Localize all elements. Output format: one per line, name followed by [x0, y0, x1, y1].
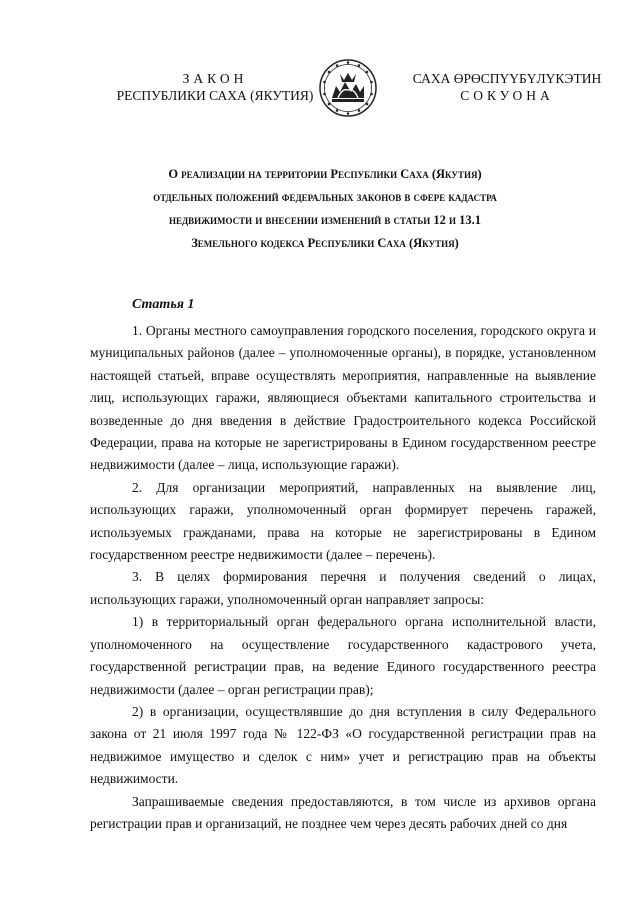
republic-name-sah: САХА ӨРӨСПҮҮБҮЛҮКЭТИН [412, 71, 602, 86]
article-heading: Статья 1 [132, 297, 195, 312]
paragraph: 3. В целях формирования перечня и получения сведений о лицах, использующих гаражи, уполномоченный орган направляет запросы: [90, 569, 596, 607]
title-line-1: О реализации на территории Республики Саха (Якутия) [168, 167, 482, 181]
paragraph: Запрашиваемые сведения предоставляются, в том числе из архивов органа регистрации прав и организаций, не позднее чем через десять рабочих дней со дня [90, 793, 596, 831]
article-body [90, 320, 596, 835]
title-line-2: отдельных положений федеральных законов в сфере кадастра [153, 190, 497, 204]
paragraph: 1. Органы местного самоуправления городского поселения, городского округа и муниципальных районов (далее – уполномоченные органы), в порядке, установленном настоящей статьей, вправе осуществлять мероприятия, направленные на выявление лиц, использующих гаражи, являющиеся объектами капитального строительства и возведенные до дня введения в действие Градостроительного кодекса Российской Федерации, права на которые не зарегистрированы в Едином государственном реестре недвижимости (далее – лица, использующие гаражи). [90, 323, 596, 473]
title-line-4: Земельного кодекса Республики Саха (Якутия) [191, 236, 459, 250]
title-line-3: недвижимости и внесении изменений в статьи 12 и 13.1 [168, 213, 482, 227]
law-label: ЗАКОН [182, 71, 248, 86]
paragraph: 2) в организации, осуществлявшие до дня вступления в силу Федерального закона от 21 июля 1997 года № 122-ФЗ «О государственной регистрации прав на недвижимое имущество и сделок с ним» учет и регистрацию прав на объекты недвижимости. [90, 703, 596, 787]
header-left [100, 70, 330, 104]
republic-sakha-emblem-icon [318, 58, 378, 118]
law-label-sah: СОКУОНА [460, 88, 554, 103]
header-right [392, 70, 622, 104]
law-title [90, 163, 560, 255]
republic-name-ru: РЕСПУБЛИКИ САХА (ЯКУТИЯ) [116, 88, 314, 103]
emblem-svg [318, 58, 378, 118]
paragraph: 2. Для организации мероприятий, направленных на выявление лиц, использующих гаражи, уполномоченный орган формирует перечень гаражей, используемых гражданами, права на которые не зарегистрированы в Едином государственном реестре недвижимости (далее – перечень). [90, 479, 596, 563]
paragraph: 1) в территориальный орган федерального органа исполнительной власти, уполномоченного на осуществление государственного кадастрового учета, государственной регистрации прав, на ведение Единого государственного реестра недвижимости (далее – орган регистрации прав); [90, 614, 596, 697]
